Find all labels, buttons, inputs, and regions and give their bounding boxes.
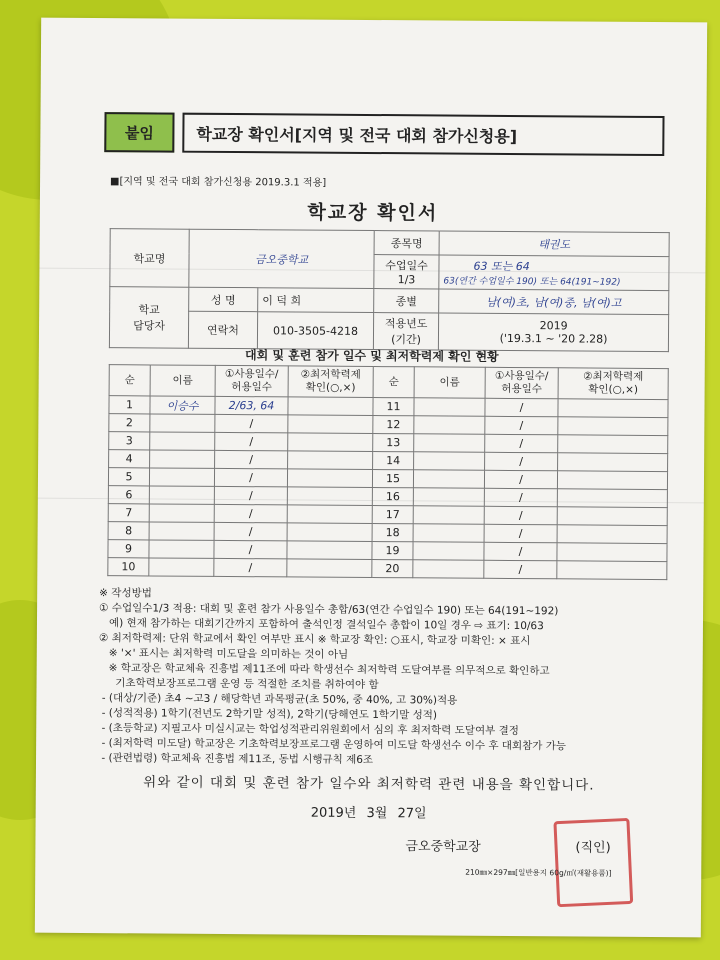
paper-spec: 210㎜×297㎜[일반용지 60g/㎡(재활용품)] [465,867,612,878]
cell-no: 8 [108,522,149,540]
instruction-line: ① 수업일수1/3 적용: 대회 및 훈련 참가 사용일수 총합/63(연간 수업일수 190) 또는 64(191~192) [99,602,559,618]
instruction-line: 기초학력보장프로그램 운영 등 적절한 조치를 취하여야 함 [98,677,379,692]
cell-name [413,560,484,578]
cell-name: 이승수 [150,396,215,414]
header-no: 순 [373,367,414,398]
cell-name [414,398,485,416]
cell-days: / [485,452,558,471]
cell-academic [288,433,373,452]
principal-name: 금오중학교장 [405,839,481,855]
cell-academic [557,525,667,544]
document-paper [35,18,707,938]
cell-academic [287,541,372,560]
cell-no: 5 [108,468,149,486]
school-value: 금오중학교 [189,229,374,288]
instruction-line: - (최저학력 미도달) 학교장은 기초학력보장프로그램 운영하여 미도달 학생선수 이수 후 대회참가 가능 [98,737,567,753]
instruction-line: - (관련법령) 학교체육 진흥법 제11조, 동법 시행규칙 제6조 [97,752,374,767]
confirmation-text: 위와 같이 대회 및 훈련 참가 일수와 최저학력 관련 내용을 확인합니다. [143,774,595,794]
school-label: 학교명 [110,229,189,288]
cell-name [413,542,484,560]
date: 2019년 3월 27일 [310,805,427,822]
gender-value: 남(여)초, 남(여)중, 남(여)고 [439,289,669,315]
instruction-line: ② 최저학력제: 단위 학교에서 확인 여부만 표시 ※ 학교장 확인: ○표시, 학교장 미확인: × 표시 [98,632,531,648]
cell-name [413,488,484,506]
event-value: 태권도 [439,231,669,257]
attachment-tag: 붙임 [104,112,174,152]
cell-days: / [484,488,557,507]
cell-days: / [214,486,287,505]
cell-name [149,522,214,540]
cell-academic [288,397,373,416]
cell-no: 14 [373,452,414,470]
cell-days: / [485,434,558,453]
cell-academic [288,415,373,434]
cell-days: / [214,540,287,559]
cell-no: 10 [108,558,149,576]
cell-days: / [484,560,557,579]
cell-no: 18 [372,524,413,542]
name-value: 이 덕 희 [258,288,374,313]
cell-academic [557,561,667,580]
cell-days: / [214,558,287,577]
table-subtitle: 대회 및 훈련 참가 일수 및 최저학력제 확인 현황 [244,348,499,364]
cell-name [150,432,215,450]
cell-academic [287,487,372,506]
event-label: 종목명 [374,231,439,255]
cell-name [150,414,215,432]
cell-days: / [215,414,288,433]
instruction-line: ※ '×' 표시는 최저학력 미도달을 의미하는 것이 아님 [98,647,349,661]
cell-academic [287,505,372,524]
cell-name [413,506,484,524]
year-label: 적용년도 (기간) [373,313,438,350]
cell-academic [557,489,667,508]
cell-name [413,470,484,488]
cell-academic [557,543,667,562]
cell-academic [287,559,372,578]
header-academic: ②최저학력제 확인(○,×) [558,368,668,400]
instructions [98,586,679,770]
page-title: 학교장 확인서 [307,201,439,225]
cell-name [149,504,214,522]
cell-no: 17 [372,506,413,524]
cell-days: / [214,468,287,487]
cell-no: 19 [372,542,413,560]
cell-name [149,486,214,504]
cell-no: 20 [372,560,413,578]
cell-no: 3 [109,432,150,450]
cell-academic [287,469,372,488]
cell-days: / [484,470,557,489]
cell-name [149,540,214,558]
cell-days: / [215,432,288,451]
cell-academic [558,453,668,472]
instruction-line: ※ 작성방법 [99,587,152,600]
cell-academic [558,435,668,454]
manager-label: 학교 담당자 [109,287,188,349]
info-table [109,228,670,352]
cell-no: 11 [373,398,414,416]
header-name: 이름 [150,365,215,396]
cell-no: 12 [373,416,414,434]
cell-academic [558,417,668,436]
application-note: ■[지역 및 전국 대회 참가신청용 2019.3.1 적용] [110,176,327,189]
instruction-line: - (성적적용) 1학기(전년도 2학기말 성적), 2학기(당해연도 1학기말 성적) [98,707,438,722]
cell-name [414,434,485,452]
cell-academic [557,507,667,526]
cell-no: 15 [372,470,413,488]
document-header [104,112,664,156]
cell-days: / [215,450,288,469]
cell-name [149,468,214,486]
cell-days: / [484,542,557,561]
cell-name [150,450,215,468]
header-academic: ②최저학력제 확인(○,×) [288,366,373,398]
cell-days: / [485,416,558,435]
header-days: ①사용일수/ 허용일수 [215,365,288,397]
cell-name [149,558,214,576]
cell-no: 6 [108,486,149,504]
days-value: 63 또는 64 63(연간 수업일수 190) 또는 64(191~192) [439,255,669,291]
cell-no: 9 [108,540,149,558]
cell-academic [557,471,667,490]
official-seal-stamp [553,818,633,907]
instruction-line: 예) 현재 참가하는 대회기간까지 포함하여 출석인정 결석일수 총합이 10일 경우 ⇨ 표기: 10/63 [98,617,544,633]
cell-academic [288,451,373,470]
cell-no: 2 [109,414,150,432]
year-value: 2019 ('19.3.1 ~ '20 2.28) [438,313,668,352]
cell-days: / [214,522,287,541]
participation-table [107,364,668,580]
instruction-line: - (대상/기준) 초4 ~고3 / 해당학년 과목평균(초 50%, 중 40%, 고 30%)적용 [98,692,458,707]
cell-academic [558,399,668,418]
header-name: 이름 [414,367,485,398]
cell-days: / [484,524,557,543]
cell-no: 16 [372,488,413,506]
contact-value: 010-3505-4218 [257,312,373,350]
cell-no: 1 [109,396,150,414]
cell-days: / [484,506,557,525]
table-row [108,558,667,580]
contact-label: 연락처 [188,311,257,348]
cell-days: 2/63, 64 [215,396,288,415]
cell-name [413,524,484,542]
header-no: 순 [109,365,150,396]
gender-label: 종별 [374,289,439,313]
seal-label: (직인) [575,840,611,856]
instruction-line: - (초등학교) 지필고사 미실시교는 학업성적관리위원회에서 심의 후 최저학력 도달여부 결정 [98,722,519,738]
cell-no: 7 [108,504,149,522]
cell-no: 13 [373,434,414,452]
cell-days: / [485,398,558,417]
name-label: 성 명 [189,287,258,311]
cell-name [414,452,485,470]
cell-days: / [214,504,287,523]
days-label: 수업일수 1/3 [374,255,439,289]
cell-no: 4 [109,450,150,468]
instruction-line: ※ 학교장은 학교체육 진흥법 제11조에 따라 학생선수 최저학력 도달여부를 의무적으로 확인하고 [98,662,550,678]
header-days: ①사용일수/ 허용일수 [485,367,558,399]
cell-name [414,416,485,434]
header-title: 학교장 확인서[지역 및 전국 대회 참가신청용] [182,113,664,156]
cell-academic [287,523,372,542]
